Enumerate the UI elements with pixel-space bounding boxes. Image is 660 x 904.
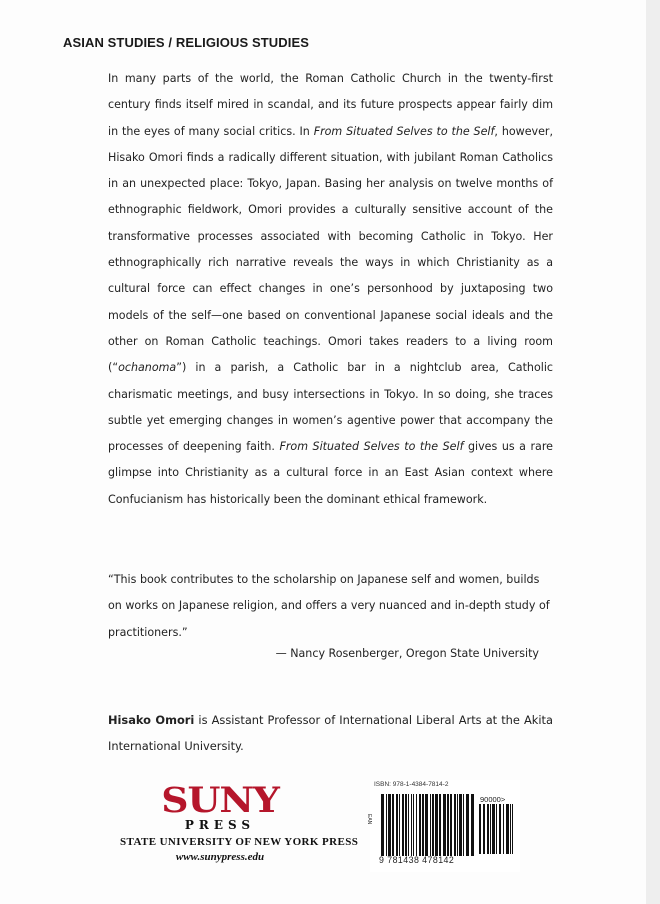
barcode-bar <box>413 794 414 856</box>
barcode-bar <box>503 804 504 854</box>
description-text: ”) in a parish, a Catholic bar in a nightclub area, Catholic charismatic meetings, and busy intersections in Tokyo. In so doing, she traces subtle yet emerging changes in women’s agentive power that accompany the processes of deepening faith. <box>108 361 553 454</box>
japanese-term-italic: ochanoma <box>118 361 177 375</box>
barcode-bar <box>443 794 446 856</box>
barcode-bar <box>499 804 501 854</box>
barcode-bar <box>408 794 409 856</box>
barcode-bar <box>512 804 513 854</box>
addon-barcode-bars <box>479 804 517 854</box>
isbn-barcode <box>366 780 520 872</box>
barcode-bar <box>457 794 458 856</box>
barcode-bar <box>432 794 434 856</box>
barcode-bar <box>419 794 421 856</box>
barcode-bar <box>487 804 489 854</box>
endorsement-quote: “This book contributes to the scholarship on Japanese self and women, builds on works on Japanese religion, and offers a very nuanced and in-depth study of practitioners.” <box>108 573 550 639</box>
barcode-bar <box>416 794 417 856</box>
barcode-bar <box>479 804 481 854</box>
barcode-bar <box>506 804 509 854</box>
barcode-bar <box>399 794 400 856</box>
price-addon-number: 90000> <box>480 795 506 804</box>
publisher-name: STATE UNIVERSITY OF NEW YORK PRESS <box>120 836 359 848</box>
barcode-bar <box>402 794 404 856</box>
barcode-bar <box>463 794 464 856</box>
press-wordmark: PRESS <box>184 818 256 832</box>
barcode-bar <box>405 794 407 856</box>
barcode-bar <box>510 804 511 854</box>
suny-wordmark: SUNY <box>161 780 279 821</box>
publisher-website: www.sunypress.edu <box>175 851 265 863</box>
barcode-bar <box>425 794 428 856</box>
ean-label: EAN <box>366 814 372 825</box>
barcode-bar <box>430 794 431 856</box>
barcode-bar <box>483 804 485 854</box>
author-bio-text: is Assistant Professor of International Liberal Arts at the Akita International University. <box>108 713 553 753</box>
book-title-italic: From Situated Selves to the Self <box>279 440 464 454</box>
barcode-bar <box>422 794 424 856</box>
isbn-number: ISBN: 978-1-4384-7814-2 <box>374 781 449 788</box>
barcode-bar <box>388 794 391 856</box>
endorsement-attribution: — Nancy Rosenberger, Oregon State University <box>275 647 539 660</box>
book-title-italic: From Situated Selves to the Self <box>313 124 495 138</box>
barcode-digits: 9 781438 478142 <box>379 855 455 865</box>
barcode-bar <box>459 794 462 856</box>
barcode-bar <box>381 794 384 856</box>
barcode-bars <box>381 794 477 856</box>
barcode-bar <box>496 804 497 854</box>
barcode-bar <box>450 794 452 856</box>
author-name: Hisako Omori <box>108 713 195 727</box>
barcode-bar <box>471 794 474 856</box>
category-heading: ASIAN STUDIES / RELIGIOUS STUDIES <box>63 35 309 50</box>
barcode-bar <box>435 794 438 856</box>
publisher-logo <box>120 780 359 863</box>
barcode-bar <box>386 794 387 856</box>
description-text: , however, Hisako Omori finds a radically different situation, with jubilant Roman Catholics in an unexpected place: Tokyo, Japan. Basing her analysis on twelve months of ethnographic fieldwork, Omori provides a culturally sensitive account of the transformative processes associated with becoming Catholic in Tokyo. Her ethnographically rich narrative reveals the ways in which Christianity as a cultural force can effect changes in one’s personhood by juxtaposing two models of the self—one based on conventional Japanese social ideals and the other on Roman Catholic teachings. Omori takes readers to a living room (“ <box>108 124 554 375</box>
book-description <box>108 66 553 513</box>
barcode-bar <box>439 794 441 856</box>
barcode-bar <box>411 794 412 856</box>
author-bio <box>108 707 553 759</box>
barcode-bar <box>466 794 469 856</box>
description-text: In many parts of the world, the Roman Catholic Church in the twenty-first century finds itself mired in scandal, and its future prospects appear fairly dim in the eyes of many social critics. In <box>108 72 553 138</box>
barcode-bar <box>492 804 495 854</box>
barcode-bar <box>490 804 491 854</box>
barcode-bar <box>392 794 394 856</box>
barcode-bar <box>447 794 449 856</box>
description-text: gives us a rare glimpse into Christianity as a cultural force in an East Asian context where Confucianism has historically been the dominant ethical framework. <box>108 440 553 506</box>
barcode-bar <box>454 794 456 856</box>
barcode-bar <box>396 794 398 856</box>
